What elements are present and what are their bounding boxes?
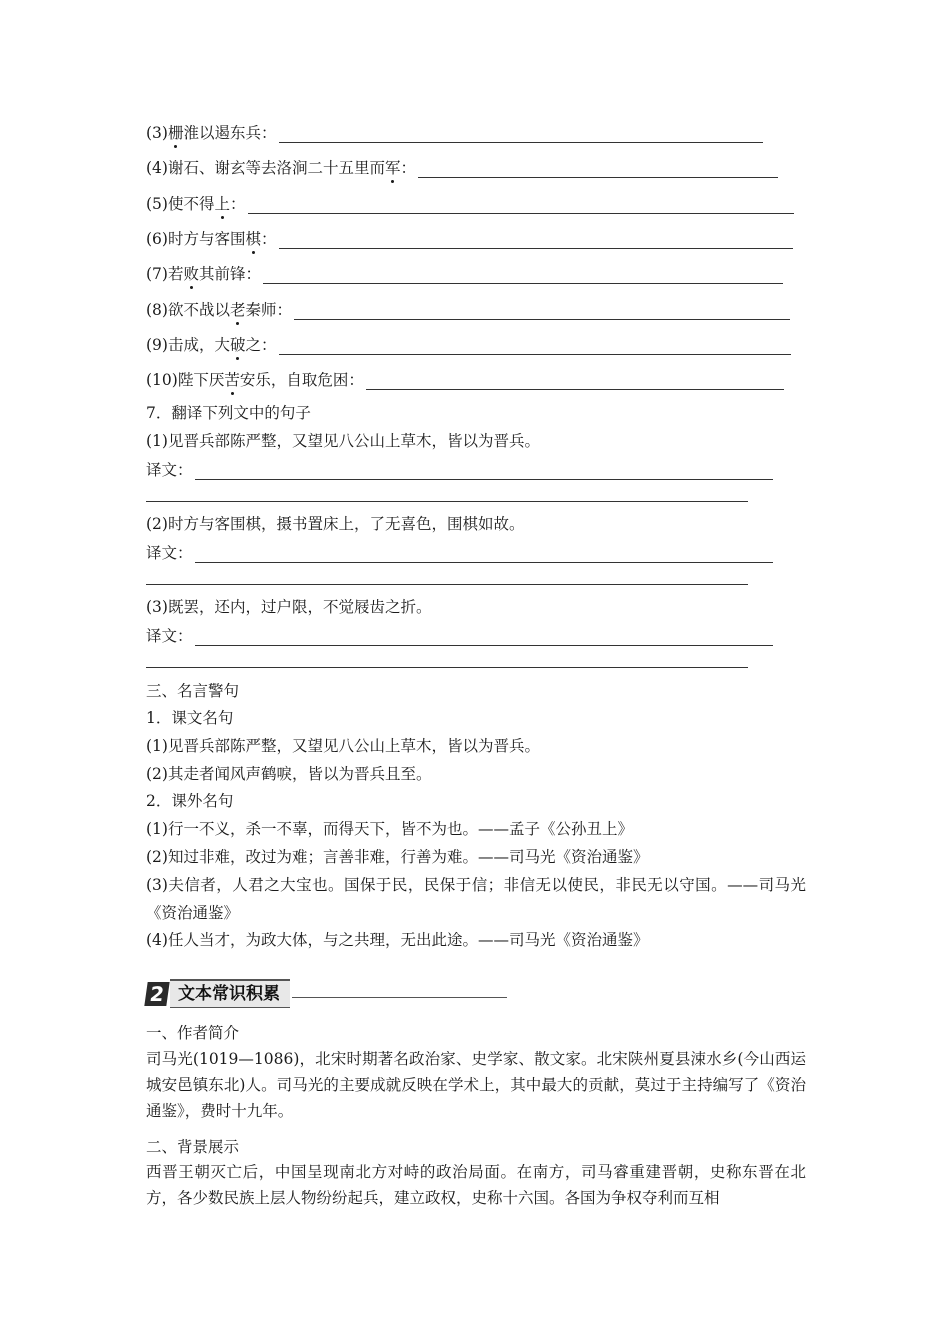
vocab-item: (7) 若 败 其前锋： — [146, 264, 783, 284]
answer-blank[interactable] — [279, 128, 763, 143]
quote-line: (1)见晋兵部陈严整，又望见八公山上草木，皆以为晋兵。 — [146, 737, 540, 755]
author-paragraph: 司马光(1019—1086)，北宋时期著名政治家、史学家、散文家。北宋陕州夏县涑水乡(今山西运城安邑镇东北)人。司马光的主要成就反映在学术上，其中最大的贡献，莫过于主持编写了《资治通鉴》，费时十九年。 — [146, 1050, 806, 1120]
item-number: (5) — [146, 195, 168, 213]
section-heading: 三、名言警句 — [146, 682, 240, 700]
emphasis-char: 败 — [183, 265, 199, 283]
question-heading: 7．翻译下列文中的句子 — [146, 404, 311, 422]
emphasis-char: 老 — [229, 301, 246, 319]
section-rule — [292, 997, 507, 998]
answer-line[interactable] — [146, 501, 748, 502]
item-number: (3) — [146, 124, 168, 142]
item-number: (9) — [146, 336, 168, 354]
section-heading: 一、作者简介 — [146, 1024, 240, 1042]
vocab-item: (5) 使不得 上 ： — [146, 194, 794, 214]
item-number: (4) — [146, 159, 168, 177]
quote-line: (3)夫信者，人君之大宝也。国保于民，民保于信；非信无以使民，非民无以守国。——司马光《资治通鉴》 — [146, 876, 806, 922]
quote-line: (2)其走者闻风声鹤唳，皆以为晋兵且至。 — [146, 765, 432, 783]
answer-blank[interactable] — [366, 375, 784, 390]
emphasis-char: 棋 — [245, 230, 261, 248]
emphasis-char: 军 — [384, 159, 401, 177]
vocab-item: (6) 时方与客围 棋 ： — [146, 229, 793, 249]
emphasis-char: 上 — [214, 195, 230, 213]
emphasis-char: 栅 — [167, 124, 184, 142]
section-number-badge: 2 — [144, 982, 169, 1006]
subheading: 2．课外名句 — [146, 792, 234, 810]
vocab-item: (3) 栅 淮以遏东兵： — [146, 123, 763, 143]
answer-blank[interactable] — [279, 340, 791, 355]
subheading: 1．课文名句 — [146, 709, 234, 727]
vocab-item: (9) 击成，大 破 之： — [146, 335, 791, 355]
translation-row — [146, 626, 773, 646]
item-number: (10) — [146, 371, 178, 389]
item-number: (8) — [146, 301, 168, 319]
source-sentence: (1)见晋兵部陈严整，又望见八公山上草木，皆以为晋兵。 — [146, 432, 540, 450]
quote-line: (4)任人当才，为政大体，与之共理，无出此途。——司马光《资治通鉴》 — [146, 931, 649, 949]
section-heading: 二、背景展示 — [146, 1138, 240, 1156]
answer-blank[interactable] — [418, 163, 778, 178]
answer-blank[interactable] — [195, 631, 773, 646]
translation-label: 译文： — [146, 461, 193, 479]
translation-row — [146, 460, 773, 480]
quote-line: (2)知过非难，改过为难；言善非难，行善为难。——司马光《资治通鉴》 — [146, 848, 649, 866]
answer-blank[interactable] — [294, 305, 790, 320]
vocab-item: (8) 欲不战以 老 秦师： — [146, 300, 790, 320]
emphasis-char: 破 — [229, 336, 246, 354]
answer-blank[interactable] — [263, 269, 783, 284]
translation-label: 译文： — [146, 544, 193, 562]
answer-blank[interactable] — [248, 199, 794, 214]
quote-line: (1)行一不义，杀一不辜，而得天下，皆不为也。——孟子《公孙丑上》 — [146, 820, 633, 838]
section-title: 文本常识积累 — [170, 979, 290, 1008]
section-banner — [146, 979, 507, 1008]
answer-blank[interactable] — [279, 234, 793, 249]
vocab-item: (10) 陛下厌 苦 安乐，自取危困： — [146, 370, 784, 390]
source-sentence: (2)时方与客围棋，摄书置床上，了无喜色，围棋如故。 — [146, 515, 525, 533]
item-number: (7) — [146, 265, 168, 283]
answer-line[interactable] — [146, 584, 748, 585]
translation-label: 译文： — [146, 627, 193, 645]
vocab-item: (4) 谢石、谢玄等去洛涧二十五里而 军 ： — [146, 158, 778, 178]
answer-blank[interactable] — [195, 465, 773, 480]
item-number: (6) — [146, 230, 168, 248]
background-paragraph: 西晋王朝灭亡后，中国呈现南北方对峙的政治局面。在南方，司马睿重建晋朝，史称东晋在北方，各少数民族上层人物纷纷起兵，建立政权，史称十六国。各国为争权夺利而互相 — [146, 1163, 806, 1207]
translation-row — [146, 543, 773, 563]
answer-blank[interactable] — [195, 548, 773, 563]
answer-line[interactable] — [146, 667, 748, 668]
source-sentence: (3)既罢，还内，过户限，不觉屐齿之折。 — [146, 598, 432, 616]
emphasis-char: 苦 — [224, 371, 240, 389]
